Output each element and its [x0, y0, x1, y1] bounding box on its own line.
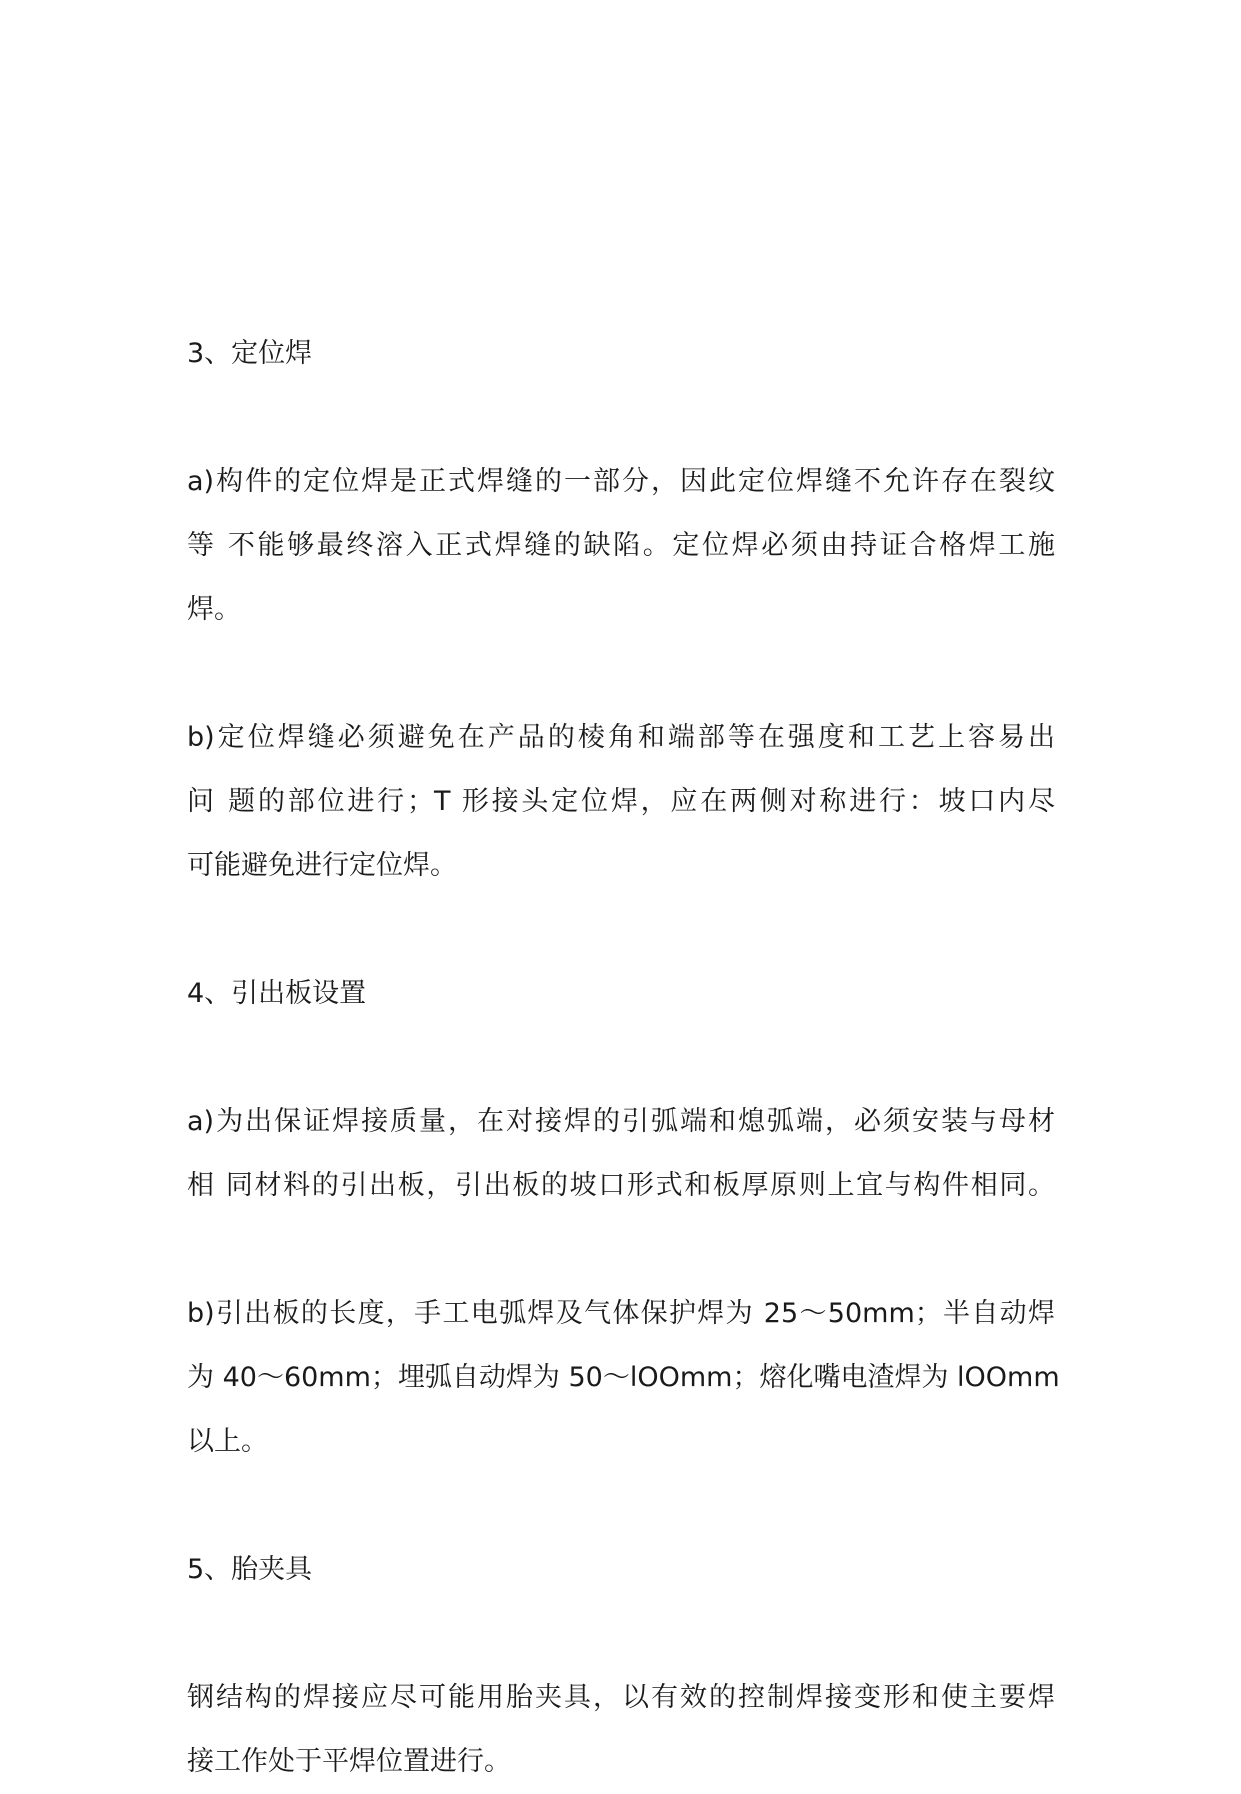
spacer: [187, 386, 1055, 450]
paragraph-line: 接工作处于平焊位置进行。: [187, 1746, 511, 1777]
section-3-heading: 3、定位焊: [187, 338, 313, 369]
paragraph-line: 为 40～60mm；埋弧自动焊为 50～lOOmm；熔化嘴电渣焊为 lOOmm: [187, 1362, 1060, 1393]
section-5-heading: 5、胎夹具: [187, 1554, 313, 1585]
paragraph-line: 等 不能够最终溶入正式焊缝的缺陷。定位焊必须由持证合格焊工施: [187, 530, 1055, 561]
spacer: [187, 1218, 1055, 1282]
paragraph-line: a)构件的定位焊是正式焊缝的一部分，因此定位焊缝不允许存在裂纹: [187, 466, 1055, 497]
section-4-paragraph-b: [187, 1282, 1060, 1474]
paragraph-line: 问 题的部位进行；T 形接头定位焊，应在两侧对称进行：坡口内尽: [187, 786, 1055, 817]
section-4-paragraph-a: [187, 1090, 1055, 1218]
paragraph-line: 以上。: [187, 1426, 268, 1457]
paragraph-line: 可能避免进行定位焊。: [187, 850, 457, 881]
paragraph-line: a)为出保证焊接质量，在对接焊的引弧端和熄弧端，必须安装与母材: [187, 1106, 1055, 1137]
spacer: [187, 898, 1055, 962]
paragraph-line: 焊。: [187, 594, 241, 625]
section-3-paragraph-a: [187, 450, 1055, 642]
spacer: [187, 1026, 1055, 1090]
section-5-paragraph: [187, 1666, 1055, 1794]
paragraph-line: b)引出板的长度，手工电弧焊及气体保护焊为 25～50mm；半自动焊: [187, 1298, 1055, 1329]
spacer: [187, 1602, 1055, 1666]
document-body: [187, 322, 1060, 1794]
paragraph-line: 钢结构的焊接应尽可能用胎夹具，以有效的控制焊接变形和使主要焊: [187, 1682, 1055, 1713]
section-3-paragraph-b: [187, 706, 1055, 898]
paragraph-line: b)定位焊缝必须避免在产品的棱角和端部等在强度和工艺上容易出: [187, 722, 1055, 753]
spacer: [187, 642, 1055, 706]
paragraph-line: 相 同材料的引出板，引出板的坡口形式和板厚原则上宜与构件相同。: [187, 1170, 1055, 1201]
section-4-heading: 4、引出板设置: [187, 978, 367, 1009]
spacer: [187, 1474, 1055, 1538]
